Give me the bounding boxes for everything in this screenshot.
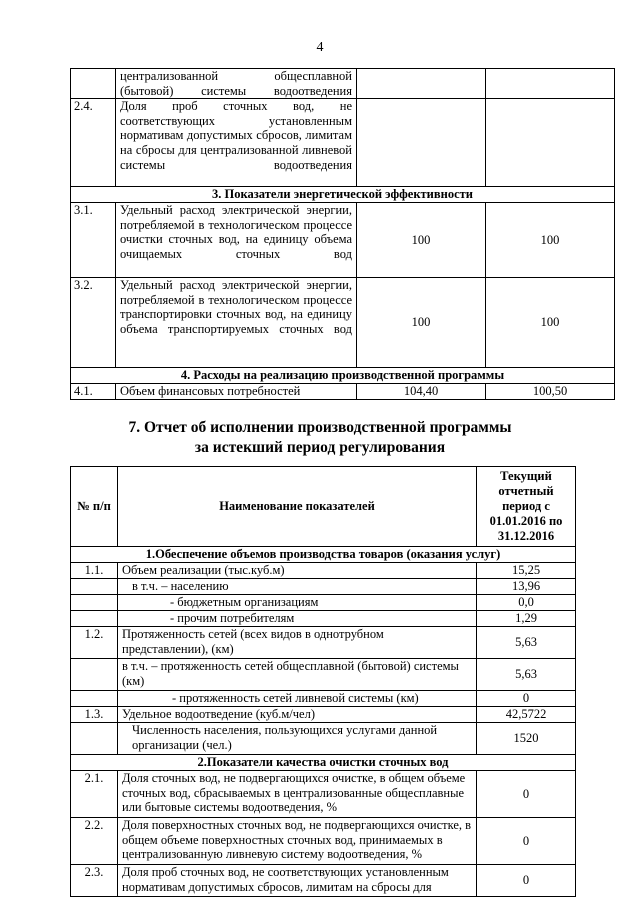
column-header-name: Наименование показателей (118, 467, 477, 547)
table-row (71, 203, 615, 278)
table-row (71, 818, 576, 865)
row-text: в т.ч. – населению (118, 579, 477, 595)
row-value: 42,5722 (477, 707, 576, 723)
row-text: Удельный расход электрической энергии, потребляемой в технологическом процессе очистки сточных вод, на единицу объема очищаемых сточных вод (116, 203, 357, 278)
row-value: 5,63 (477, 627, 576, 659)
row-number: 2.4. (71, 99, 116, 187)
table-row (71, 723, 576, 755)
row-text: Объем реализации (тыс.куб.м) (118, 563, 477, 579)
row-value: 0 (477, 771, 576, 818)
table-row (71, 627, 576, 659)
column-header-number: № п/п (71, 467, 118, 547)
indicators-table-continued (70, 68, 615, 400)
section-title: 3. Показатели энергетической эффективности (71, 187, 615, 203)
row-value: 1520 (477, 723, 576, 755)
table-row (71, 611, 576, 627)
table-row (71, 707, 576, 723)
row-text: Доля проб сточных вод, не соответствующих установленным нормативам допустимых сбросов, лимитам на сбросы для централизованной ливневой системы водоотведения (116, 99, 357, 187)
row-value: 1,29 (477, 611, 576, 627)
row-number: 1.1. (71, 563, 118, 579)
section-header-row (71, 368, 615, 384)
section-title: 4. Расходы на реализацию производственной программы (71, 368, 615, 384)
heading-line-1: 7. Отчет об исполнении производственной программы (128, 419, 512, 436)
report-table (70, 466, 576, 897)
row-number: 3.2. (71, 278, 116, 368)
table-row (71, 595, 576, 611)
row-value: 104,40 (357, 384, 486, 400)
row-text: в т.ч. – протяженность сетей общесплавной (бытовой) системы (км) (118, 659, 477, 691)
row-text: Доля поверхностных сточных вод, не подвергающихся очистке, в общем объеме поверхностных сточных вод, принимаемых в централизованную ливневую систему водоотведения, % (118, 818, 477, 865)
section-header-row (71, 187, 615, 203)
row-value: 13,96 (477, 579, 576, 595)
row-value: 100 (357, 203, 486, 278)
row-number: 1.2. (71, 627, 118, 659)
row-text: - прочим потребителям (118, 611, 477, 627)
page-number: 4 (316, 40, 324, 55)
row-text: Доля проб сточных вод, не соответствующих установленным нормативам допустимых сбросов, лимитам на сбросы для (118, 865, 477, 897)
row-text: централизованной общесплавной (бытовой) системы водоотведения (116, 69, 357, 99)
row-text: Доля сточных вод, не подвергающихся очистке, в общем объеме сточных вод, сбрасываемых в централизованные общесплавные или бытовые системы водоотведения, % (118, 771, 477, 818)
row-text: - протяженность сетей ливневой системы (км) (118, 691, 477, 707)
section-heading (0, 418, 640, 458)
row-number: 4.1. (71, 384, 116, 400)
section-title: 2.Показатели качества очистки сточных вод (71, 755, 576, 771)
table-row (71, 771, 576, 818)
row-text: Объем финансовых потребностей (116, 384, 357, 400)
row-number: 2.3. (71, 865, 118, 897)
row-value: 0 (477, 818, 576, 865)
row-text: Численность населения, пользующихся услугами данной организации (чел.) (118, 723, 477, 755)
row-value: 15,25 (477, 563, 576, 579)
table-row (71, 563, 576, 579)
row-value: 0 (477, 865, 576, 897)
row-text: Удельный расход электрической энергии, потребляемой в технологическом процессе транспортировки сточных вод, на единицу объема транспортируемых сточных вод (116, 278, 357, 368)
header-row (71, 467, 576, 547)
row-value: 100,50 (486, 384, 615, 400)
row-text: Протяженность сетей (всех видов в однотрубном представлении), (км) (118, 627, 477, 659)
row-value: 100 (486, 203, 615, 278)
table-row (71, 278, 615, 368)
row-value: 5,63 (477, 659, 576, 691)
row-value: 0 (477, 691, 576, 707)
row-number: 2.2. (71, 818, 118, 865)
heading-line-2: за истекший период регулирования (194, 439, 446, 456)
table-row (71, 99, 615, 187)
table-row (71, 865, 576, 897)
table-row (71, 691, 576, 707)
row-value: 0,0 (477, 595, 576, 611)
row-text: Удельное водоотведение (куб.м/чел) (118, 707, 477, 723)
table-row (71, 384, 615, 400)
table-row (71, 579, 576, 595)
table-row (71, 69, 615, 99)
row-number: 1.3. (71, 707, 118, 723)
column-header-period: Текущий отчетный период с 01.01.2016 по 31.12.2016 (477, 467, 576, 547)
row-number: 2.1. (71, 771, 118, 818)
section-header-row (71, 547, 576, 563)
row-text: - бюджетным организациям (118, 595, 477, 611)
row-number: 3.1. (71, 203, 116, 278)
row-value: 100 (357, 278, 486, 368)
row-value: 100 (486, 278, 615, 368)
section-header-row (71, 755, 576, 771)
section-title: 1.Обеспечение объемов производства товаров (оказания услуг) (71, 547, 576, 563)
table-row (71, 659, 576, 691)
